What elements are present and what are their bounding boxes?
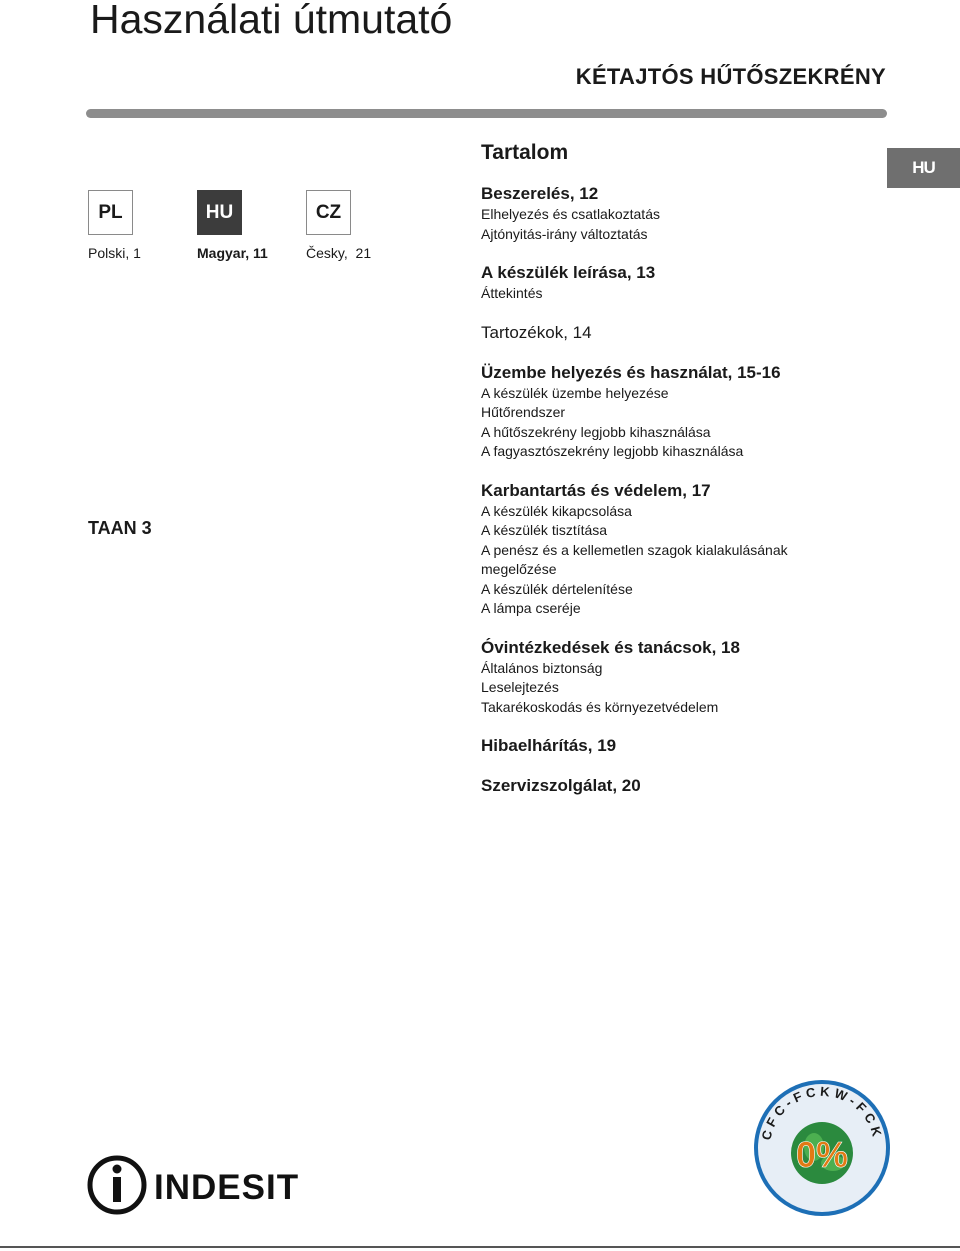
toc-section-start-up — [481, 362, 881, 462]
brand-wordmark: INDESIT — [154, 1168, 300, 1207]
toc-section-maintenance — [481, 480, 881, 619]
toc-item[interactable]: A készülék tisztítása — [481, 522, 608, 538]
footer-divider — [0, 1246, 960, 1248]
toc-item[interactable]: A készülék dértelenítése — [481, 580, 633, 597]
toc-section-title[interactable]: Hibaelhárítás, 19 — [481, 736, 617, 755]
lang-caption-pl: Polski, 1 — [88, 245, 141, 261]
toc-section-title[interactable]: Üzembe helyezés és használat, 15-16 — [481, 362, 781, 382]
cfc-free-badge — [751, 1077, 893, 1224]
header-divider — [86, 109, 887, 118]
lang-box-cz[interactable]: CZ — [306, 190, 351, 235]
toc-item[interactable]: A hűtőszekrény legjobb kihasználása — [481, 423, 711, 440]
toc-section-title[interactable]: Tartozékok, 14 — [481, 322, 592, 342]
toc-section-troubleshooting — [481, 735, 881, 757]
toc-section-accessories — [481, 322, 881, 344]
toc-section-title[interactable]: Beszerelés, 12 — [481, 184, 599, 203]
toc-item[interactable]: Elhelyezés és csatlakoztatás — [481, 206, 660, 222]
toc-section-title[interactable]: Szervizszolgálat, 20 — [481, 776, 641, 795]
toc-heading: Tartalom — [481, 141, 569, 164]
language-tab-marker: HU — [887, 148, 960, 188]
badge-center-text: 0% — [795, 1134, 849, 1175]
product-subtitle: KÉTAJTÓS HŰTŐSZEKRÉNY — [575, 64, 886, 89]
toc-item[interactable]: Leselejtezés — [481, 679, 559, 695]
model-label: TAAN 3 — [88, 518, 152, 538]
toc-section-precautions — [481, 637, 881, 718]
toc-section-description — [481, 262, 881, 304]
toc-section-title[interactable]: Karbantartás és védelem, 17 — [481, 480, 711, 500]
toc-item[interactable]: Áttekintés — [481, 285, 543, 301]
toc-item[interactable]: A készülék üzembe helyezése — [481, 384, 669, 401]
lang-caption-hu: Magyar, 11 — [197, 245, 268, 261]
toc-item[interactable]: Általános biztonság — [481, 659, 603, 676]
toc-section-title[interactable]: Óvintézkedések és tanácsok, 18 — [481, 637, 740, 657]
toc-section-title[interactable]: A készülék leírása, 13 — [481, 263, 656, 282]
toc-item[interactable]: A fagyasztószekrény legjobb kihasználása — [481, 443, 744, 459]
toc-item[interactable]: A penész és a kellemetlen szagok kialakulásának — [481, 541, 788, 558]
toc-section-installation — [481, 183, 881, 244]
toc-item[interactable]: Hűtőrendszer — [481, 404, 566, 420]
toc-section-service — [481, 775, 881, 797]
toc-item[interactable]: megelőzése — [481, 561, 557, 577]
badge-ring-text: CFC-FCKW-FCK — [758, 1083, 886, 1142]
toc-item[interactable]: Ajtónyitás-irány változtatás — [481, 225, 648, 242]
toc-item[interactable]: A készülék kikapcsolása — [481, 502, 632, 519]
page-title: Használati útmutató — [90, 0, 453, 42]
toc-item[interactable]: Takarékoskodás és környezetvédelem — [481, 698, 719, 715]
toc-item[interactable]: A lámpa cseréje — [481, 600, 581, 616]
table-of-contents — [481, 140, 881, 815]
indesit-logo — [86, 1153, 326, 1222]
lang-box-hu[interactable]: HU — [197, 190, 242, 235]
lang-caption-cz: Česky, 21 — [306, 245, 372, 261]
lang-box-pl[interactable]: PL — [88, 190, 133, 235]
